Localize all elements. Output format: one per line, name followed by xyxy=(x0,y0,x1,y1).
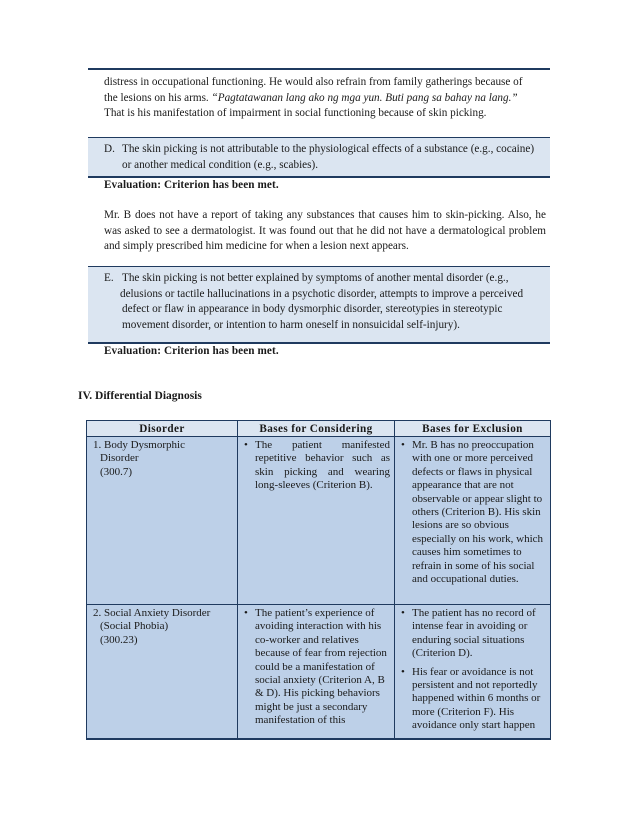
bullet-text: The patient manifested repetitive behavior such as skin picking and wearing long-sleeves (Criterion B). xyxy=(255,439,390,492)
disorder-line: 2. Social Anxiety Disorder xyxy=(93,607,211,619)
text-line: distress in occupational functioning. He would also refrain from family gatherings because of xyxy=(104,76,523,88)
paragraph-d: Mr. B does not have a report of taking any substances that causes him to skin-picking. Also, he was asked to see a dermatologist. It was found out that he did not have a dermatological problem and simply prescribed him medicine for when a lesion next appears. xyxy=(104,209,546,252)
considering-cell xyxy=(238,605,395,739)
column-header: Bases for Considering xyxy=(238,421,395,437)
disorder-cell xyxy=(87,437,238,605)
quoted-statement: “Pagtatawanan lang ako ng mga yun. Buti pang sa bahay na lang.” xyxy=(211,91,518,104)
exclusion-cell xyxy=(395,437,551,605)
bullet-icon: • xyxy=(244,607,248,619)
disorder-line: Disorder xyxy=(100,452,139,465)
continuation-paragraph xyxy=(88,68,550,122)
criterion-line: The skin picking is not better explained by symptoms of another mental disorder (e.g., xyxy=(122,272,509,284)
text-line: That is his manifestation of impairment in social functioning because of skin picking. xyxy=(104,107,487,119)
bullet-text: Mr. B has no preoccupation with one or more perceived defects or flaws in physical appearance that are not observable or appear slight to others (Criterion B). His skin lesions are so obvious especially on his work, which causes him sometimes to refrain in some of his social and occupational duties. xyxy=(412,439,544,586)
section-heading: IV. Differential Diagnosis xyxy=(78,390,202,402)
table-header-row xyxy=(87,421,551,437)
differential-diagnosis-table xyxy=(86,420,551,740)
criterion-d-box xyxy=(88,137,550,178)
exclusion-cell xyxy=(395,605,551,739)
evaluation-d: Evaluation: Criterion has been met. xyxy=(104,179,279,191)
bullet-text: His fear or avoidance is not persistent and not reportedly happened within 6 months or more (Criterion F). His avoidance only start happen xyxy=(412,665,541,732)
criterion-line: movement disorder, or intention to harm oneself in nonsuicidal self-injury). xyxy=(122,318,460,331)
criterion-label: E. xyxy=(104,272,114,284)
bullet-text: The patient’s experience of avoiding interaction with his co-worker and relatives because of fear from rejection could be a manifestation of social anxiety (Criterion A, B & D). His picking behaviors might be just a secondary manifestation of this xyxy=(255,607,387,727)
column-header: Bases for Exclusion xyxy=(395,421,551,437)
bullet-icon: • xyxy=(401,665,405,678)
bullet-icon: • xyxy=(401,439,405,451)
criterion-line: The skin picking is not attributable to the physiological effects of a substance (e.g., cocaine) xyxy=(122,143,535,155)
disorder-cell xyxy=(87,605,238,739)
criterion-line: defect or flaw in appearance in body dysmorphic disorder, stereotypies in stereotypic xyxy=(122,303,503,315)
criterion-line: or another medical condition (e.g., scabies). xyxy=(122,158,319,171)
evaluation-e: Evaluation: Criterion has been met. xyxy=(104,345,279,357)
text-line xyxy=(104,91,550,107)
criterion-label: D. xyxy=(104,143,115,155)
table-row xyxy=(87,437,551,605)
bullet-text: The patient has no record of intense fear in avoiding or enduring social situations (Criterion D). xyxy=(412,607,536,660)
bullet-icon: • xyxy=(244,439,248,451)
disorder-line: 1. Body Dysmorphic xyxy=(93,439,185,451)
criterion-line: delusions or tactile hallucinations in a psychotic disorder, attempts to improve a perceived xyxy=(120,287,524,300)
criterion-e-box xyxy=(88,266,550,344)
disorder-line: (Social Phobia) xyxy=(100,620,169,633)
table-row xyxy=(87,605,551,739)
column-header: Disorder xyxy=(87,421,238,437)
bullet-icon: • xyxy=(401,607,405,619)
disorder-line: (300.23) xyxy=(100,633,138,646)
considering-cell xyxy=(238,437,395,605)
disorder-line: (300.7) xyxy=(100,465,133,478)
text-fragment: the lesions on his arms. xyxy=(104,91,212,104)
